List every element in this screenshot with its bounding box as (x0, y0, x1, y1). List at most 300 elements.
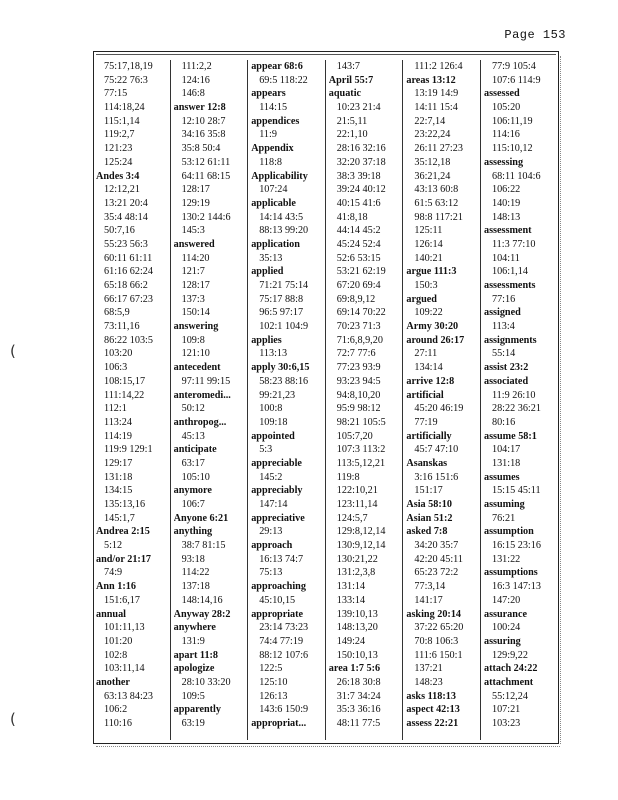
index-reference: 69:8,9,12 (336, 293, 376, 305)
index-reference: 66:17 67:23 (104, 293, 153, 305)
index-reference: 96:5 97:17 (259, 307, 304, 319)
index-reference: 115:1,14 (104, 115, 140, 127)
index-reference: 45:24 52:4 (336, 238, 381, 250)
index-term: appropriate (251, 608, 304, 620)
index-reference: 137:18 (181, 581, 210, 593)
index-reference: 122:10,21 (336, 485, 378, 497)
index-reference: 109:5 (181, 690, 205, 702)
index-reference: 94:8,10,20 (336, 389, 381, 401)
index-reference: 52:6 53:15 (336, 252, 381, 264)
index-reference: 105:20 (491, 102, 521, 114)
index-reference: 61:16 62:24 (104, 266, 153, 278)
index-reference: 128:17 (181, 280, 210, 291)
index-reference: 114:18,24 (104, 102, 145, 114)
index-term: apparently (173, 704, 221, 716)
index-reference: 125:10 (259, 676, 288, 688)
index-column-5 (403, 60, 481, 740)
index-reference: 143:6 150:9 (259, 704, 309, 716)
index-reference: 70:8 106:3 (414, 635, 459, 647)
index-term: asking 20:14 (406, 608, 462, 620)
index-reference: 137:3 (181, 293, 205, 305)
index-reference: 65:18 66:2 (104, 280, 148, 291)
word-index-columns (93, 60, 559, 740)
index-reference: 71:6,8,9,20 (336, 334, 383, 346)
index-reference: 61:5 63:12 (414, 197, 459, 209)
index-reference: 109:18 (259, 416, 288, 428)
index-reference: 114:16 (491, 129, 520, 141)
index-reference: 77:16 (491, 293, 516, 305)
index-reference: 133:14 (336, 594, 366, 606)
index-term: April 55:7 (328, 74, 374, 86)
index-reference: 148:14,16 (181, 594, 223, 606)
index-reference: 27:11 (414, 348, 438, 360)
index-reference: 139:10,13 (336, 608, 378, 620)
index-term: area 1:7 5:6 (328, 663, 381, 675)
index-reference: 74:4 77:19 (259, 635, 304, 647)
index-reference: 77:9 105:4 (491, 61, 536, 72)
index-term: Army 30:20 (406, 321, 459, 333)
binding-mark-bottom: ( (10, 710, 16, 728)
index-reference: 131:22 (491, 553, 521, 565)
index-term: assumes (483, 471, 520, 483)
index-reference: 68:5,9 (104, 307, 130, 319)
index-reference: 37:22 65:20 (414, 622, 464, 634)
index-term: attach 24:22 (483, 663, 538, 675)
index-reference: 113:5,12,21 (336, 457, 386, 469)
index-reference: 111:6 150:1 (414, 649, 463, 661)
index-reference: 5:3 (259, 444, 273, 456)
index-reference: 50:7,16 (104, 225, 135, 237)
index-term: appear 68:6 (251, 61, 303, 72)
index-term: applicable (251, 197, 296, 209)
binding-mark-top: ( (10, 342, 16, 360)
index-term: Ann 1:16 (96, 581, 136, 593)
index-term: appreciably (251, 485, 303, 497)
index-term: assurance (483, 608, 527, 620)
index-reference: 28:22 36:21 (491, 403, 541, 415)
index-reference: 60:11 61:11 (104, 252, 153, 264)
index-term: appreciable (251, 457, 302, 469)
index-reference: 12:10 28:7 (181, 115, 226, 127)
index-reference: 77:19 (414, 416, 438, 428)
index-term: anything (173, 526, 213, 538)
index-reference: 131:14 (336, 581, 366, 593)
index-reference: 80:16 (491, 416, 516, 428)
index-reference: 148:23 (414, 676, 443, 688)
index-term: argue 111:3 (406, 266, 457, 278)
index-term: associated (483, 375, 529, 387)
index-reference: 151:6,17 (104, 594, 140, 606)
index-term: anywhere (173, 622, 216, 634)
index-reference: 100:8 (259, 403, 283, 415)
index-reference: 75:13 (259, 567, 283, 579)
index-reference: 105:7,20 (336, 430, 373, 442)
index-reference: 36:21,24 (414, 170, 451, 182)
index-reference: 131:9 (181, 635, 205, 647)
index-term: artificially (406, 430, 452, 442)
index-term: aquatic (328, 88, 362, 100)
index-reference: 98:8 117:21 (414, 211, 463, 223)
index-reference: 67:20 69:4 (336, 280, 381, 291)
index-reference: 72:7 77:6 (336, 348, 376, 360)
index-reference: 14:14 43:5 (259, 211, 304, 223)
index-term: appreciative (251, 512, 305, 524)
index-reference: 131:2,3,8 (336, 567, 376, 579)
index-reference: 121:23 (104, 143, 133, 155)
index-reference: 130:2 144:6 (181, 211, 231, 223)
index-term: application (251, 238, 300, 250)
index-reference: 68:11 104:6 (491, 170, 541, 182)
index-reference: 10:23 21:4 (336, 102, 381, 114)
index-reference: 140:21 (414, 252, 443, 264)
index-reference: 22:7,14 (414, 115, 446, 127)
index-reference: 48:11 77:5 (336, 718, 381, 729)
index-reference: 55:12,24 (491, 690, 528, 702)
index-reference: 114:19 (104, 430, 132, 442)
index-reference: 34:16 35:8 (181, 129, 226, 141)
index-term: assessed (483, 88, 520, 100)
index-reference: 131:18 (104, 471, 133, 483)
index-reference: 88:13 99:20 (259, 225, 309, 237)
index-term: another (96, 676, 130, 688)
index-term: assist 23:2 (483, 362, 529, 374)
index-reference: 101:11,13 (104, 622, 145, 634)
index-reference: 106:3 (104, 362, 128, 374)
index-reference: 146:8 (181, 88, 205, 100)
index-reference: 11:9 (259, 129, 277, 141)
index-reference: 106:22 (491, 184, 521, 196)
index-reference: 145:1,7 (104, 512, 135, 524)
index-reference: 21:5,11 (336, 115, 368, 127)
index-reference: 107:3 113:2 (336, 444, 386, 456)
index-reference: 111:2 126:4 (414, 61, 463, 72)
index-term: anthropog... (173, 416, 227, 428)
index-reference: 124:5,7 (336, 512, 368, 524)
index-reference: 134:15 (104, 485, 133, 497)
index-term: Appendix (251, 143, 294, 155)
index-reference: 115:10,12 (491, 143, 533, 155)
index-reference: 119:2,7 (104, 129, 135, 141)
index-column-2 (171, 60, 249, 740)
index-term: Anyway 28:2 (173, 608, 231, 620)
index-term: arrive 12:8 (406, 375, 455, 387)
index-reference: 39:24 40:12 (336, 184, 386, 196)
index-term: apply 30:6,15 (251, 362, 310, 374)
index-reference: 35:8 50:4 (181, 143, 221, 155)
index-term: assumptions (483, 567, 538, 579)
index-reference: 40:15 41:6 (336, 197, 381, 209)
index-reference: 73:11,16 (104, 321, 140, 333)
index-reference: 111:2,2 (181, 61, 212, 72)
index-reference: 105:10 (181, 471, 210, 483)
index-reference: 114:15 (259, 102, 288, 114)
index-reference: 109:22 (414, 307, 443, 319)
index-reference: 106:7 (181, 499, 205, 510)
index-column-6 (481, 60, 559, 740)
index-reference: 108:15,17 (104, 375, 146, 387)
frame-shadow-bottom (96, 744, 560, 747)
index-reference: 22:1,10 (336, 129, 368, 141)
index-reference: 119:8 (336, 471, 360, 483)
index-reference: 129:9,22 (491, 649, 528, 661)
index-reference: 111:14,22 (104, 389, 145, 401)
index-reference: 141:17 (414, 594, 443, 606)
index-term: annual (96, 608, 127, 620)
index-reference: 44:14 45:2 (336, 225, 381, 237)
index-reference: 125:24 (104, 156, 133, 168)
index-reference: 75:22 76:3 (104, 74, 148, 86)
index-reference: 103:23 (491, 718, 521, 729)
index-reference: 147:14 (259, 499, 288, 510)
index-reference: 119:9 129:1 (104, 444, 153, 456)
index-term: areas 13:12 (406, 74, 456, 86)
index-reference: 113:13 (259, 348, 288, 360)
index-reference: 107:21 (491, 704, 521, 716)
index-reference: 43:13 60:8 (414, 184, 459, 196)
index-term: attachment (483, 676, 534, 688)
index-reference: 13:19 14:9 (414, 88, 459, 100)
index-reference: 140:19 (491, 197, 521, 209)
index-reference: 137:21 (414, 663, 443, 675)
index-reference: 114:20 (181, 252, 210, 264)
index-reference: 75:17,18,19 (104, 61, 153, 72)
index-reference: 58:23 88:16 (259, 375, 309, 387)
index-reference: 143:7 (336, 61, 360, 72)
index-reference: 45:7 47:10 (414, 444, 459, 456)
index-reference: 45:13 (181, 430, 205, 442)
index-reference: 122:5 (259, 663, 283, 675)
index-reference: 45:20 46:19 (414, 403, 464, 415)
index-reference: 103:11,14 (104, 663, 145, 675)
index-reference: 70:23 71:3 (336, 321, 381, 333)
index-reference: 50:12 (181, 403, 205, 415)
index-reference: 106:1,14 (491, 266, 528, 278)
index-reference: 112:1 (104, 403, 127, 415)
index-term: assessments (483, 280, 536, 291)
index-reference: 129:8,12,14 (336, 526, 386, 538)
index-reference: 71:21 75:14 (259, 280, 309, 291)
index-reference: 35:4 48:14 (104, 211, 148, 223)
index-reference: 114:22 (181, 567, 210, 579)
index-reference: 12:12,21 (104, 184, 140, 196)
index-reference: 77:23 93:9 (336, 362, 381, 374)
index-reference: 93:23 94:5 (336, 375, 381, 387)
index-term: assignments (483, 334, 537, 346)
index-term: Andrea 2:15 (96, 526, 150, 538)
index-reference: 11:9 26:10 (491, 389, 536, 401)
index-term: assessing (483, 156, 524, 168)
index-term: assuming (483, 499, 525, 510)
index-reference: 95:9 98:12 (336, 403, 381, 415)
index-term: approaching (251, 581, 306, 593)
index-reference: 26:11 27:23 (414, 143, 463, 155)
index-term: assuring (483, 635, 521, 647)
index-reference: 110:16 (104, 718, 132, 729)
index-reference: 98:21 105:5 (336, 416, 386, 428)
index-term: assess 22:21 (406, 718, 459, 729)
index-term: Asia 58:10 (406, 499, 452, 510)
index-reference: 106:2 (104, 704, 128, 716)
index-reference: 53:12 61:11 (181, 156, 231, 168)
index-reference: 106:11,19 (491, 115, 533, 127)
index-reference: 69:5 118:22 (259, 74, 308, 86)
index-reference: 13:21 20:4 (104, 197, 148, 209)
index-term: assessment (483, 225, 532, 237)
index-reference: 126:14 (414, 238, 443, 250)
index-reference: 29:13 (259, 526, 283, 538)
index-reference: 28:10 33:20 (181, 676, 231, 688)
index-term: antecedent (173, 362, 221, 374)
index-reference: 28:16 32:16 (336, 143, 386, 155)
index-reference: 149:24 (336, 635, 366, 647)
index-reference: 150:3 (414, 280, 438, 291)
index-term: applies (251, 334, 282, 346)
index-reference: 107:6 114:9 (491, 74, 541, 86)
index-reference: 121:10 (181, 348, 210, 360)
index-reference: 34:20 35:7 (414, 540, 459, 552)
index-term: argued (406, 293, 437, 305)
index-reference: 31:7 34:24 (336, 690, 381, 702)
index-reference: 130:21,22 (336, 553, 378, 565)
index-reference: 65:23 72:2 (414, 567, 459, 579)
index-reference: 26:18 30:8 (336, 676, 381, 688)
index-reference: 102:8 (104, 649, 128, 661)
index-reference: 77:15 (104, 88, 128, 100)
index-term: Andes 3:4 (96, 170, 140, 182)
index-reference: 101:20 (104, 635, 133, 647)
index-reference: 129:19 (181, 197, 210, 209)
index-reference: 45:10,15 (259, 594, 296, 606)
index-term: appendices (251, 115, 300, 127)
index-reference: 86:22 103:5 (104, 334, 153, 346)
index-reference: 104:17 (491, 444, 521, 456)
index-reference: 135:13,16 (104, 499, 146, 510)
index-reference: 109:8 (181, 334, 205, 346)
index-term: approach (251, 540, 293, 552)
index-reference: 93:18 (181, 553, 205, 565)
index-term: Asanskas (406, 457, 448, 469)
index-reference: 63:13 84:23 (104, 690, 153, 702)
index-reference: 15:15 45:11 (491, 485, 541, 497)
index-term: aspect 42:13 (406, 704, 460, 716)
index-reference: 130:9,12,14 (336, 540, 386, 552)
index-reference: 32:20 37:18 (336, 156, 386, 168)
index-term: and/or 21:17 (96, 553, 152, 565)
index-reference: 104:11 (491, 252, 520, 264)
index-reference: 121:7 (181, 266, 205, 278)
index-reference: 128:17 (181, 184, 210, 196)
index-reference: 113:24 (104, 416, 132, 428)
index-term: around 26:17 (406, 334, 465, 346)
index-column-4 (326, 60, 404, 740)
index-reference: 148:13 (491, 211, 521, 223)
index-term: anymore (173, 485, 212, 497)
index-reference: 134:14 (414, 362, 443, 374)
index-reference: 14:11 15:4 (414, 102, 458, 114)
index-reference: 102:1 104:9 (259, 321, 309, 333)
index-reference: 75:17 88:8 (259, 293, 304, 305)
index-reference: 113:4 (491, 321, 515, 333)
index-term: anteromedi... (173, 389, 231, 401)
index-reference: 5:12 (104, 540, 123, 552)
index-term: answered (173, 238, 215, 250)
index-reference: 63:17 (181, 457, 205, 469)
index-term: appropriat... (251, 718, 307, 729)
index-reference: 63:19 (181, 718, 205, 729)
index-reference: 64:11 68:15 (181, 170, 231, 182)
index-reference: 38:7 81:15 (181, 540, 226, 552)
index-reference: 145:3 (181, 225, 205, 237)
index-reference: 107:24 (259, 184, 288, 196)
index-term: Applicability (251, 170, 308, 182)
index-term: assigned (483, 307, 521, 319)
index-term: Asian 51:2 (406, 512, 453, 524)
index-reference: 150:14 (181, 307, 210, 319)
index-reference: 131:18 (491, 457, 521, 469)
index-term: apologize (173, 663, 215, 675)
index-term: appears (251, 88, 286, 100)
index-reference: 126:13 (259, 690, 288, 702)
index-reference: 53:21 62:19 (336, 266, 386, 278)
index-reference: 88:12 107:6 (259, 649, 309, 661)
index-reference: 147:20 (491, 594, 521, 606)
index-term: assumption (483, 526, 534, 538)
index-term: asked 7:8 (406, 526, 448, 538)
index-reference: 11:3 77:10 (491, 238, 536, 250)
index-column-3 (248, 60, 326, 740)
index-reference: 100:24 (491, 622, 521, 634)
index-term: artificial (406, 389, 444, 401)
index-reference: 76:21 (491, 512, 516, 524)
index-reference: 16:3 147:13 (491, 581, 541, 593)
index-reference: 74:9 (104, 567, 123, 579)
index-reference: 38:3 39:18 (336, 170, 381, 182)
index-reference: 103:20 (104, 348, 133, 360)
index-term: Anyone 6:21 (173, 512, 229, 524)
index-reference: 35:3 36:16 (336, 704, 381, 716)
index-term: answer 12:8 (173, 102, 226, 114)
index-reference: 55:23 56:3 (104, 238, 148, 250)
index-reference: 55:14 (491, 348, 516, 360)
index-reference: 123:11,14 (336, 499, 378, 510)
page-number: Page 153 (504, 28, 566, 42)
index-reference: 124:16 (181, 74, 210, 86)
index-reference: 23:22,24 (414, 129, 451, 141)
index-reference: 16:15 23:16 (491, 540, 541, 552)
index-reference: 42:20 45:11 (414, 553, 463, 565)
index-term: answering (173, 321, 219, 333)
index-reference: 145:2 (259, 471, 283, 483)
index-term: apart 11:8 (173, 649, 219, 661)
index-reference: 150:10,13 (336, 649, 378, 661)
index-reference: 35:13 (259, 252, 283, 264)
index-reference: 35:12,18 (414, 156, 451, 168)
index-reference: 118:8 (259, 156, 283, 168)
index-term: appointed (251, 430, 295, 442)
index-term: anticipate (173, 444, 217, 456)
index-reference: 125:11 (414, 225, 443, 237)
index-term: asks 118:13 (406, 690, 456, 702)
index-reference: 151:17 (414, 485, 443, 497)
index-reference: 77:3,14 (414, 581, 446, 593)
index-reference: 99:21,23 (259, 389, 296, 401)
index-column-1 (93, 60, 171, 740)
index-reference: 16:13 74:7 (259, 553, 304, 565)
index-reference: 41:8,18 (336, 211, 368, 223)
index-reference: 148:13,20 (336, 622, 378, 634)
index-reference: 97:11 99:15 (181, 375, 231, 387)
index-reference: 3:16 151:6 (414, 471, 459, 483)
